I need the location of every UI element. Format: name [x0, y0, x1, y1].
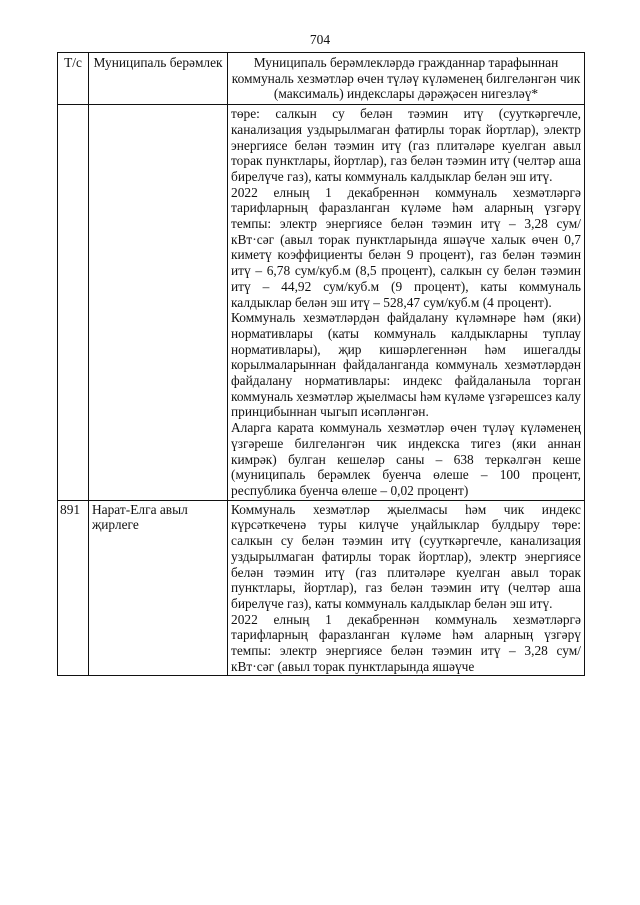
row-municipality: [89, 105, 228, 501]
header-number: Т/с: [58, 53, 89, 105]
row-number: 891: [58, 500, 89, 676]
header-justification: Муниципаль берәмлекләрдә гражданнар тарафыннан коммуналь хезмәтләр өчен түләү күләменең билгеләнгән чик (максималь) индекслары дәрәҗәсен нигезләү*: [228, 53, 585, 105]
row-municipality: Нарат-Елга авыл җирлеге: [89, 500, 228, 676]
row-number: [58, 105, 89, 501]
row-justification: [228, 105, 585, 501]
row-justification: [228, 500, 585, 676]
table-header-row: [58, 53, 585, 105]
page-number: 704: [309, 32, 331, 47]
table-row: [58, 500, 585, 676]
justification-paragraph: 2022 елның 1 декабреннән коммуналь хезмәтләргә тарифларның фаразланган күләме һәм аларның үзгәрү темпы: электр энергиясе белән тәэмин итү – 3,28 сум/кВт·сәг (авыл торак пунктларында яшәүче халык өчен 0,7 киметү коэффициенты белән 9 процент), газ белән тәэмин итү – 6,78 сум/куб.м (8,5 процент), салкын су белән тәэмин итү – 44,92 сум/куб.м (9 процент), каты коммуналь калдыклар белән эш итү – 528,47 сум/куб.м (4 процент).: [231, 184, 581, 310]
indices-table: [57, 52, 585, 676]
justification-paragraph: төре: салкын су белән тәэмин итү (сууткәргечле, канализация уздырылмаган фатирлы торак йортлар), электр энергиясе белән тәэмин итү (газ плитәләре куелган авыл торак пунктлары, йортлар), газ белән тәэмин итү (челтәр аша бирелүче газ), каты коммуналь калдыклар белән эш итү.: [231, 106, 581, 184]
table-row: [58, 105, 585, 501]
justification-paragraph: Коммуналь хезмәтләрдән файдалану күләмнәре һәм (яки) нормативлары (каты коммуналь калдыкларны туплау нормативлары), җир кишәрлегеннән һәм ишегалды корылмаларыннан файдаланганда коммуналь хезмәтләрдән файдалану нормативлары: индекс файдаланыла торган коммуналь хезмәтләр җыелмасы һәм күләме үзгәрешсез калу принцибыннан чыгып исәпләнгән.: [231, 310, 581, 420]
header-municipality: Муниципаль берәмлек: [89, 53, 228, 105]
justification-paragraph: Аларга карата коммуналь хезмәтләр өчен түләү күләменең үзгәреше билгеләнгән чик индекска тигез (яки аннан кимрәк) булган кешеләр саны – 638 теркәлгән кеше (муниципаль берәмлек буенча өлеше – 100 процент, республика буенча өлеше – 0,02 процент): [231, 420, 581, 498]
justification-paragraph: Коммуналь хезмәтләр җыелмасы һәм чик индекс күрсәткеченә туры килүче уңайлыклар булдыру төре: салкын су белән тәэмин итү (сууткәргечле, канализация уздырылмаган фатирлы торак йортлар), электр энергиясе белән тәэмин итү (газ плитәләре куелган авыл торак пунктлары, йортлар), газ белән тәэмин итү (челтәр аша бирелүче газ), каты коммуналь калдыклар белән эш итү.: [231, 501, 581, 611]
justification-paragraph: 2022 елның 1 декабреннән коммуналь хезмәтләргә тарифларның фаразланган күләме һәм аларның үзгәрү темпы: электр энергиясе белән тәэмин итү – 3,28 сум/кВт·сәг (авыл торак пунктларында яшәүче: [231, 611, 581, 674]
